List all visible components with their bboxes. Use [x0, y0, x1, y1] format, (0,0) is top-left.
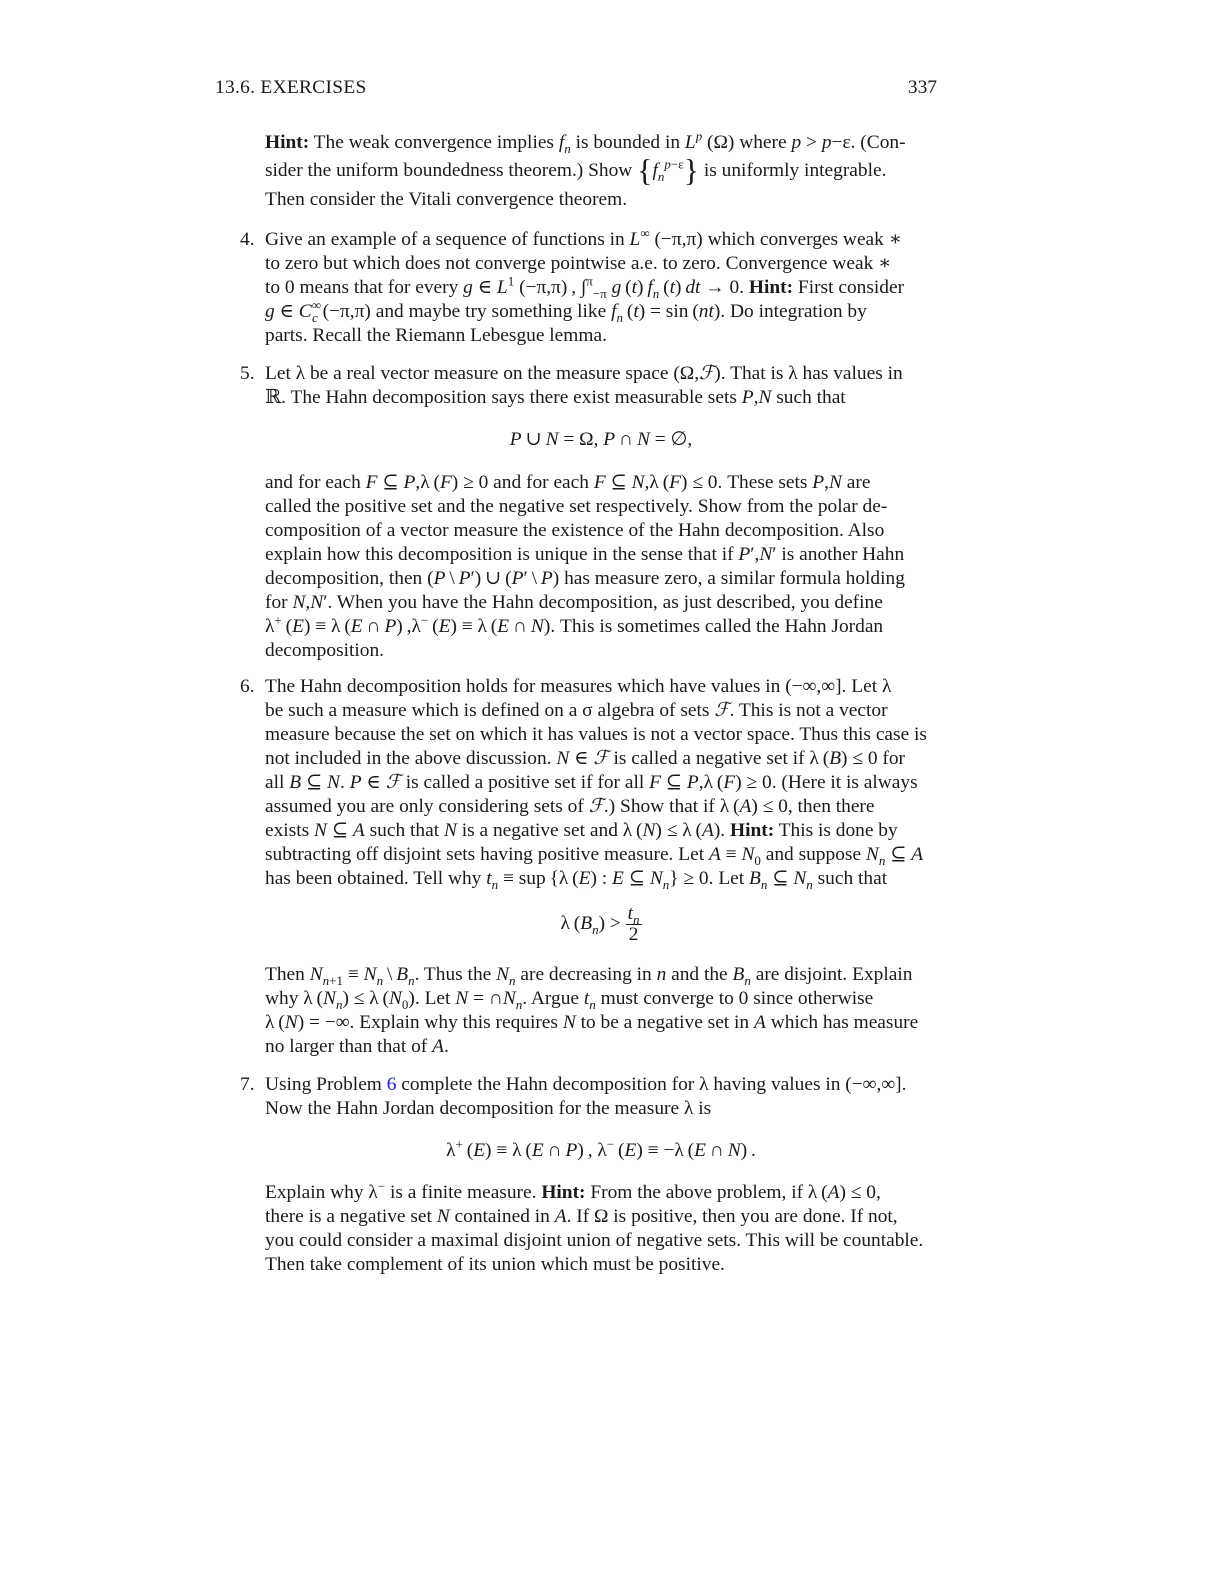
exercise-text: Using Problem 6 complete the Hahn decomposition for λ having values in (−∞,∞]. Now the Hahn Jordan decomposition for the measure λ is — [265, 1074, 907, 1119]
exercise-text: Let λ be a real vector measure on the measure space (Ω,ℱ). That is λ has values in ℝ. The Hahn decomposition says there exist measurable sets P,N such that — [265, 363, 903, 408]
equation-hahn-jordan: λ+ (E) ≡ λ (E ∩ P) , λ− (E) ≡ −λ (E ∩ N) . — [446, 1136, 756, 1161]
hint-label: Hint: — [748, 277, 794, 298]
exercise-text: Give an example of a sequence of functions in L∞ (−π,π) which converges weak ∗ to zero but which does not converge pointwise a.e. to zero. Convergence weak ∗ to 0 means that for every g ∈ $L^1$ (−π,π) , ∫$^\pi_{-\pi}$ g (t) $f_n$ (t) dt → 0. Hint: First consider g ∈ $C^\infty_c$ (−π,π) and maybe try something like $f_n$ (t) = sin (nt). Do integration by parts. Recall the Riemann Lebesgue lemma. — [265, 225, 905, 346]
running-header — [215, 76, 937, 102]
equation-hahn-sets: P ∪ N = Ω, P ∩ N = ∅, — [509, 429, 693, 450]
page-number: 337 — [907, 77, 937, 98]
exercise-number: 4. — [240, 229, 255, 250]
exercise-number: 7. — [240, 1074, 255, 1095]
problem-reference-link[interactable]: 6 — [386, 1074, 397, 1095]
exercise-7-continued: Explain why λ− is a finite measure. Hint: From the above problem, if λ (A) ≤ 0, there is a negative set N contained in A. If Ω is positive, then you are done. If not, you could consider a maximal disjoint union of negative sets. This will be countable. Then take complement of its union which must be positive. — [265, 1178, 924, 1275]
exercise-text: The Hahn decomposition holds for measures which have values in (−∞,∞]. Let λ be such a measure which is defined on a σ algebra of sets ℱ. This is not a vector measure because the set on which it has values is not a vector space. Thus this case is not included in the above discussion. N ∈ ℱ is called a negative set if λ (B) ≤ 0 for all B ⊆ N. P ∈ ℱ is called a positive set if for all F ⊆ P,λ (F) ≥ 0. (Here it is always assumed you are only considering sets of ℱ.) Show that if λ (A) ≤ 0, then there exists N ⊆ A such that N is a negative set and λ (N) ≤ λ (A). Hint: This is done by subtracting off disjoint sets having positive measure. Let $A \equiv N_0$ and suppose $N_n$ ⊆ A has been obtained. Tell why $t_n$ ≡ sup {λ (E) : E ⊆ $N_n\} \ge 0$. Let $B_n$ ⊆ $N_n$ such that — [265, 676, 927, 892]
hint-paragraph: Hint: The weak convergence implies $f_n$ is bounded in $L^p$ (Ω) where p > p−ε. (Con- sider the uniform boundedness theorem.) Show $\{f_n^{p-\varepsilon}\}$ is uniformly integrable. Then consider the Vitali convergence theorem. — [265, 128, 906, 210]
hint-label: Hint: — [265, 132, 310, 153]
exercise-number: 6. — [240, 676, 255, 697]
exercise-6-continued: Then $N_{n+1} \equiv N_n$ \ $B_n$. Thus the $N_n$ are decreasing in n and the $B_n$ are disjoint. Explain why λ $(N_n) \le \lambda$ $(N_0)$. Let $N = \cap N_n$. Argue $t_n$ must converge to 0 since otherwise λ (N) = −∞. Explain why this requires N to be a negative set in A which has measure no larger than that of A. — [265, 964, 919, 1057]
exercise-number: 5. — [240, 363, 255, 384]
equation-lambda-bn: λ $(B_n)$ > $\frac{t_n}{2}$ — [560, 903, 640, 945]
hint-label: Hint: — [541, 1182, 586, 1203]
hint-label: Hint: — [729, 820, 775, 841]
section-title: 13.6. EXERCISES — [215, 77, 367, 98]
exercise-5-continued: and for each F ⊆ P,λ (F) ≥ 0 and for each F ⊆ N,λ (F) ≤ 0. These sets P,N are called the positive set and the negative set respectively. Show from the polar de- composition of a vector measure the existence of the Hahn decomposition. Also explain how this decomposition is unique in the sense that if P′,N′ is another Hahn decomposition, then (P \ P′) ∪ (P′ \ P) has measure zero, a similar formula holding for N,N′. When you have the Hahn decomposition, as just described, you define λ+ (E) ≡ λ (E ∩ P) ,λ− (E) ≡ λ (E ∩ N). This is sometimes called the Hahn Jordan decomposition. — [265, 472, 905, 661]
